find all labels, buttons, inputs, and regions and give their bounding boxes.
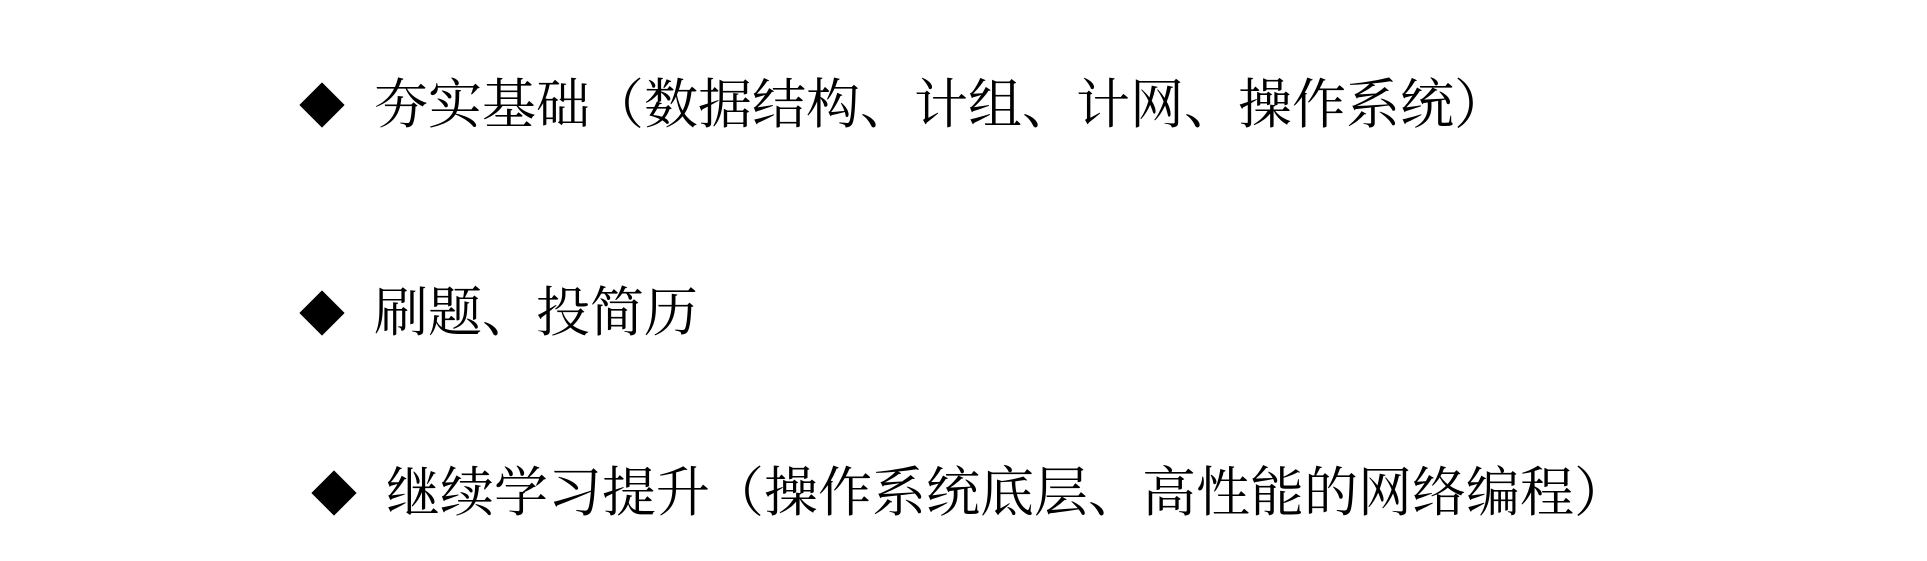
bullet-text: 夯实基础（数据结构、计组、计网、操作系统） [374, 73, 1508, 136]
bullet-text: 刷题、投简历 [374, 281, 698, 344]
bullet-text: 继续学习提升（操作系统底层、高性能的网络编程） [386, 461, 1628, 524]
diamond-icon [299, 82, 344, 127]
diamond-icon [311, 470, 356, 515]
bullet-item-practice [298, 278, 698, 348]
diamond-icon [299, 290, 344, 335]
bullet-item-foundations [298, 70, 1508, 140]
bullet-item-advanced-study [310, 458, 1628, 528]
